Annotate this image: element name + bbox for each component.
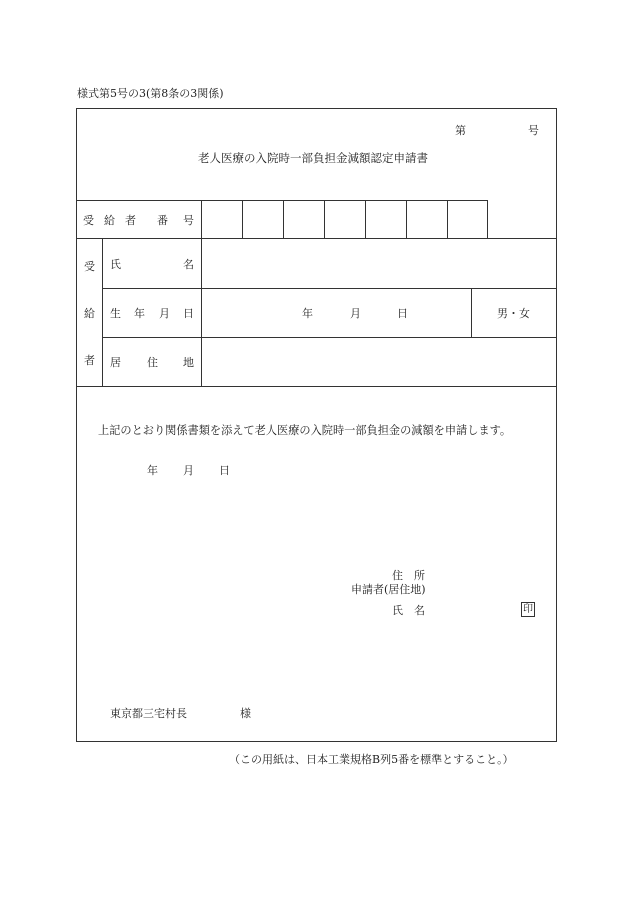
divider (76, 238, 556, 239)
recipient-number-label-3: 者 (125, 214, 136, 227)
address-label-1: 居 (110, 356, 121, 369)
applicant-address-field[interactable] (440, 566, 550, 596)
recipient-number-box[interactable] (283, 200, 325, 238)
divider (102, 288, 556, 289)
recipient-number-box[interactable] (365, 200, 407, 238)
birth-day-unit: 日 (397, 307, 408, 320)
birth-month-unit: 月 (350, 307, 361, 320)
birth-label-4: 日 (183, 307, 194, 320)
application-year-unit: 年 (147, 464, 158, 477)
addressee-office: 東京都三宅村長 (110, 707, 187, 720)
application-day-unit: 日 (219, 464, 230, 477)
recipient-number-box[interactable] (242, 200, 284, 238)
seal-mark: 印 (523, 604, 533, 615)
recipient-number-label-1: 受 (83, 214, 94, 227)
applicant-address-label: 住 所 (392, 569, 425, 582)
recipient-side-label-1: 受 (84, 260, 95, 273)
name-label-2: 名 (183, 258, 194, 271)
applicant-name-field[interactable] (440, 600, 516, 620)
birth-year-unit: 年 (302, 307, 313, 320)
recipient-number-box[interactable] (406, 200, 448, 238)
number-label-dai: 第 (455, 124, 466, 137)
name-field[interactable] (204, 241, 552, 285)
recipient-number-box[interactable] (201, 200, 243, 238)
applicant-name-label: 氏 名 (392, 604, 425, 617)
birth-date-field[interactable] (204, 291, 468, 335)
document-number-field[interactable] (470, 120, 526, 140)
divider (102, 337, 556, 338)
divider (201, 238, 202, 387)
address-label-2: 住 (147, 356, 158, 369)
recipient-number-label-5: 号 (183, 214, 194, 227)
name-label-1: 氏 (110, 258, 121, 271)
divider (471, 288, 472, 338)
recipient-number-label-4: 番 (157, 214, 168, 227)
number-label-go: 号 (528, 124, 539, 137)
application-statement: 上記のとおり関係書類を添えて老人医療の入院時一部負担金の減額を申請します。 (98, 424, 512, 437)
applicant-label: 申請者(居住地) (351, 583, 426, 596)
addressee-honorific: 様 (240, 707, 251, 720)
birth-label-3: 月 (159, 307, 170, 320)
address-field[interactable] (204, 340, 552, 384)
recipient-number-box[interactable] (324, 200, 366, 238)
divider (76, 386, 556, 387)
divider (102, 238, 103, 387)
form-title: 老人医療の入院時一部負担金減額認定申請書 (198, 151, 428, 165)
address-label-3: 地 (183, 356, 194, 369)
birth-label-2: 年 (134, 307, 145, 320)
sex-selector[interactable]: 男・女 (497, 307, 530, 320)
recipient-number-box[interactable] (447, 200, 488, 238)
form-header: 様式第5号の3(第8条の3関係) (77, 87, 224, 100)
application-month-unit: 月 (183, 464, 194, 477)
recipient-number-label-2: 給 (104, 214, 115, 227)
birth-label-1: 生 (110, 307, 121, 320)
footer-note: （この用紙は、日本工業規格B列5番を標準とすること。） (229, 753, 514, 766)
recipient-side-label-2: 給 (84, 307, 95, 320)
recipient-side-label-3: 者 (84, 354, 95, 367)
